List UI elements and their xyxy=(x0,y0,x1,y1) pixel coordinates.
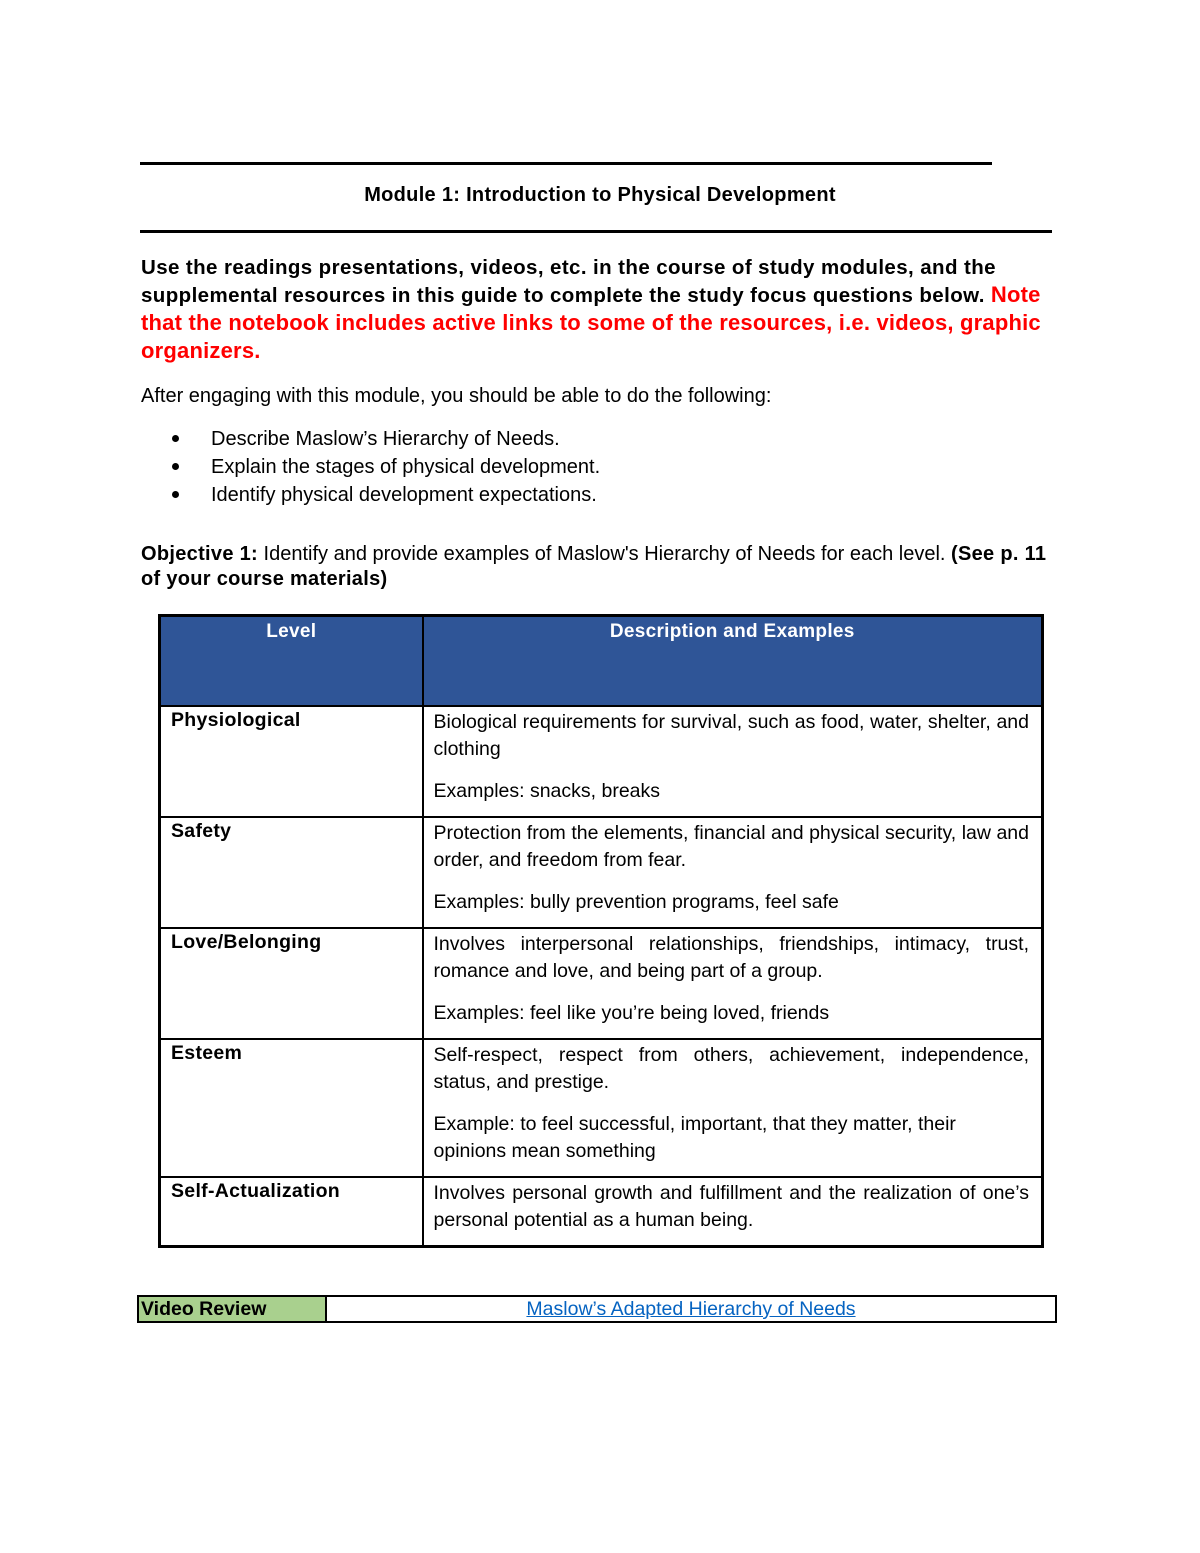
level-cell: Love/Belonging xyxy=(160,928,423,1039)
table-row xyxy=(160,928,1043,1039)
objective-label: Objective 1: xyxy=(141,543,258,565)
intro-note: Note that the notebook includes active links to some of the resources, i.e. videos, graphic organizers. xyxy=(141,282,1041,363)
list-item: Explain the stages of physical development. xyxy=(172,455,600,483)
description-cell xyxy=(423,928,1043,1039)
description-text: Protection from the elements, financial and physical security, law and order, and freedom from fear. xyxy=(433,822,1029,871)
maslow-video-link[interactable]: Maslow’s Adapted Hierarchy of Needs xyxy=(526,1298,856,1320)
table-row xyxy=(160,817,1043,928)
level-cell: Esteem xyxy=(160,1039,423,1177)
objective-text: Identify and provide examples of Maslow's Hierarchy of Needs for each level. xyxy=(257,543,952,565)
outcomes-list xyxy=(172,427,600,511)
outcomes-lead: After engaging with this module, you should be able to do the following: xyxy=(141,385,772,407)
level-cell: Safety xyxy=(160,817,423,928)
examples-text: Examples: bully prevention programs, feel safe xyxy=(433,891,839,913)
module-title: Module 1: Introduction to Physical Development xyxy=(364,184,836,206)
description-text: Self-respect, respect from others, achievement, independence, status, and prestige. xyxy=(433,1044,1029,1093)
top-rule xyxy=(140,162,992,165)
level-cell: Physiological xyxy=(160,706,423,817)
examples-text: Example: to feel successful, important, that they matter, their opinions mean something xyxy=(433,1113,956,1162)
table-header-row xyxy=(160,616,1043,707)
maslow-table xyxy=(158,614,1044,1248)
examples-text: Examples: feel like you’re being loved, friends xyxy=(433,1002,830,1024)
description-cell xyxy=(423,1039,1043,1177)
examples-text: Examples: snacks, breaks xyxy=(433,780,661,802)
objective-reference: (See p. 11 of your course materials) xyxy=(141,543,1047,590)
description-cell xyxy=(423,1177,1043,1246)
bullet-icon xyxy=(172,491,179,498)
header-level: Level xyxy=(160,616,423,707)
description-text: Involves interpersonal relationships, friendships, intimacy, trust, romance and love, and being part of a group. xyxy=(433,933,1029,982)
video-review-row xyxy=(137,1295,1057,1323)
level-cell: Self-Actualization xyxy=(160,1177,423,1246)
video-review-label: Video Review xyxy=(139,1297,327,1321)
header-description: Description and Examples xyxy=(423,616,1043,707)
description-cell xyxy=(423,706,1043,817)
objective-1 xyxy=(141,542,1066,592)
intro-paragraph xyxy=(141,254,1061,365)
description-text: Biological requirements for survival, such as food, water, shelter, and clothing xyxy=(433,711,1029,760)
intro-text: Use the readings presentations, videos, etc. in the course of study modules, and the supplemental resources in this guide to complete the study focus questions below. xyxy=(141,256,996,307)
bullet-icon xyxy=(172,463,179,470)
table-row xyxy=(160,1177,1043,1246)
description-cell xyxy=(423,817,1043,928)
list-item: Describe Maslow’s Hierarchy of Needs. xyxy=(172,427,600,455)
bullet-icon xyxy=(172,435,179,442)
list-item: Identify physical development expectations. xyxy=(172,483,600,511)
table-row xyxy=(160,706,1043,817)
bottom-rule xyxy=(140,230,1052,233)
description-text: Involves personal growth and fulfillment and the realization of one’s personal potential as a human being. xyxy=(433,1182,1029,1231)
table-row xyxy=(160,1039,1043,1177)
